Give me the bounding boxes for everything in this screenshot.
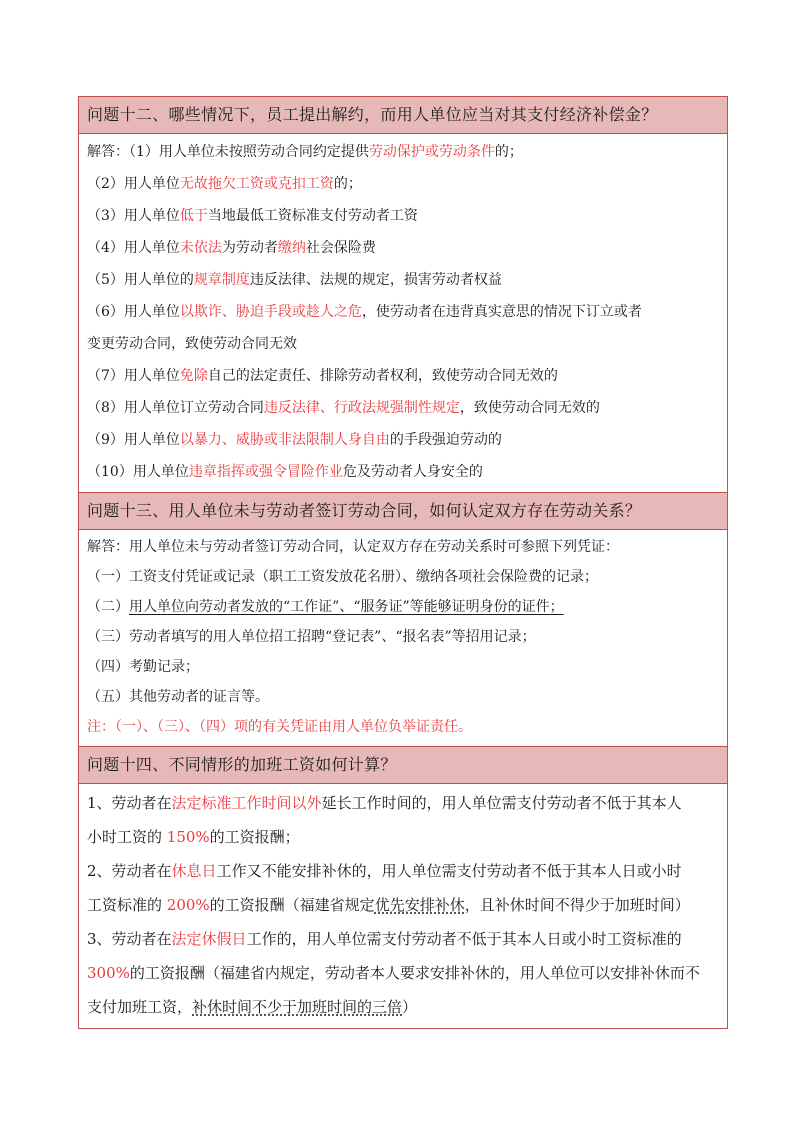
answer-12-line — [87, 264, 719, 296]
text-segment: 支付加班工资， — [87, 998, 193, 1016]
text-segment: 工作又不能安排补休的，用人单位需支付劳动者不低于其本人日或小时 — [216, 862, 682, 880]
text-segment: 延长工作时间的，用人单位需支付劳动者不低于其本人 — [321, 794, 682, 812]
text-segment: 的工资报酬； — [209, 828, 300, 846]
text-segment: 工作的，用人单位需支付劳动者不低于其本人日或小时工资标准的 — [246, 930, 682, 948]
highlighted-text: 无故拖欠工资或克扣工资 — [179, 176, 334, 192]
text-segment: 的工资报酬（福建省内规定，劳动者本人要求安排补休的，用人单位可以安排补休而不 — [129, 964, 700, 982]
text-segment: （2）用人单位 — [87, 176, 180, 192]
highlighted-text: 以暴力、威胁或非法限制人身自由 — [179, 432, 390, 448]
answer-13-line — [87, 532, 719, 562]
text-segment: （6）用人单位 — [87, 304, 180, 320]
highlighted-text: 劳动保护或劳动条件 — [368, 144, 495, 160]
question-14-title: 问题十四、不同情形的加班工资如何计算？ — [79, 747, 727, 784]
highlighted-text: 违章指挥或强令冒险作业 — [188, 464, 343, 480]
text-segment: （10）用人单位 — [87, 464, 189, 480]
text-segment: 2、劳动者在 — [87, 862, 172, 880]
highlighted-text: 200% — [166, 896, 210, 914]
answer-12-line — [87, 328, 719, 360]
answer-12-line — [87, 296, 719, 328]
text-segment: ，且补休时间不得少于加班时间） — [464, 896, 690, 914]
text-segment: （5）用人单位的 — [87, 272, 194, 288]
text-segment: 补休时间不少于加班时间的三倍 — [192, 998, 403, 1016]
answer-14-line — [87, 922, 719, 956]
answer-13-note — [87, 712, 719, 742]
answer-12-line — [87, 360, 719, 392]
answer-13-line — [87, 592, 719, 622]
highlighted-text: 违反法律、行政法规强制性规定 — [263, 400, 460, 416]
text-segment: ，使劳动者在违背真实意思的情况下订立或者 — [361, 304, 642, 320]
text-segment: 的； — [494, 144, 523, 160]
answer-13-line — [87, 652, 719, 682]
text-segment: （3）用人单位 — [87, 208, 180, 224]
answer-14-line — [87, 888, 719, 922]
text-segment: 的手段强迫劳动的 — [389, 432, 502, 448]
answer-13-line — [87, 622, 719, 652]
answer-12-line — [87, 200, 719, 232]
qa-table — [78, 96, 728, 1029]
text-segment: （8）用人单位订立劳动合同 — [87, 400, 264, 416]
text-segment: 的； — [333, 176, 362, 192]
answer-13 — [79, 530, 727, 747]
answer-14 — [79, 784, 727, 1028]
question-13-title: 问题十三、用人单位未与劳动者签订劳动合同，如何认定双方存在劳动关系？ — [79, 493, 727, 530]
answer-12-line — [87, 168, 719, 200]
text-segment: （4）用人单位 — [87, 240, 180, 256]
text-segment: 社会保险费 — [305, 240, 376, 256]
answer-13-line — [87, 682, 719, 712]
answer-13-line — [87, 562, 719, 592]
text-segment: ，致使劳动合同无效的 — [459, 400, 600, 416]
text-segment: 当地最低工资标准支付劳动者工资 — [207, 208, 418, 224]
highlighted-text: 注：（一）、（三）、（四）项的有关凭证由用人单位负举证责任。 — [87, 719, 472, 735]
highlighted-text: 规章制度 — [193, 272, 250, 288]
text-segment: 3、劳动者在 — [87, 930, 172, 948]
text-segment: 危及劳动者人身安全的 — [342, 464, 483, 480]
answer-14-line — [87, 820, 719, 854]
answer-14-line — [87, 786, 719, 820]
highlighted-text: 未依法 — [179, 240, 222, 256]
text-segment: （9）用人单位 — [87, 432, 180, 448]
text-segment: ） — [402, 998, 418, 1016]
highlighted-text: 法定标准工作时间以外 — [171, 794, 322, 812]
text-segment: 用人单位向劳动者发放的“工作证”、“服务证”等能够证明身份的证件； — [129, 599, 564, 615]
highlighted-text: 300% — [87, 964, 130, 982]
answer-12-line — [87, 392, 719, 424]
text-segment: （一）工资支付凭证或记录（职工工资发放花名册）、缴纳各项社会保险费的记录； — [87, 569, 598, 585]
text-segment: （四）考勤记录； — [87, 659, 199, 675]
highlighted-text: 休息日 — [171, 862, 217, 880]
answer-14-line — [87, 956, 719, 990]
text-segment: 自己的法定责任、排除劳动者权利，致使劳动合同无效的 — [207, 368, 558, 384]
highlighted-text: 150% — [166, 828, 210, 846]
text-segment: 工资标准的 — [87, 896, 167, 914]
text-segment: 变更劳动合同，致使劳动合同无效 — [87, 336, 297, 352]
text-segment: 解答：（1）用人单位未按照劳动合同约定提供 — [87, 144, 369, 160]
text-segment: （二） — [87, 599, 129, 615]
answer-14-line — [87, 990, 719, 1024]
answer-12-line — [87, 424, 719, 456]
text-segment: 优先安排补休 — [374, 896, 465, 914]
question-12-title: 问题十二、哪些情况下，员工提出解约，而用人单位应当对其支付经济补偿金？ — [79, 97, 727, 134]
highlighted-text: 法定休假日 — [171, 930, 247, 948]
text-segment: （五）其他劳动者的证言等。 — [87, 689, 269, 705]
highlighted-text: 缴纳 — [277, 240, 306, 256]
highlighted-text: 免除 — [179, 368, 208, 384]
answer-12 — [79, 134, 727, 493]
highlighted-text: 低于 — [179, 208, 208, 224]
text-segment: 1、劳动者在 — [87, 794, 172, 812]
text-segment: （7）用人单位 — [87, 368, 180, 384]
text-segment: 的工资报酬（福建省规定 — [209, 896, 375, 914]
text-segment: 为劳动者 — [221, 240, 278, 256]
answer-12-line — [87, 232, 719, 264]
text-segment: 小时工资的 — [87, 828, 167, 846]
highlighted-text: 以欺诈、胁迫手段或趁人之危 — [179, 304, 362, 320]
text-segment: 解答：用人单位未与劳动者签订劳动合同，认定双方存在劳动关系时可参照下列凭证： — [87, 539, 619, 555]
answer-12-line — [87, 136, 719, 168]
text-segment: （三）劳动者填写的用人单位招工招聘“登记表”、“报名表”等招用记录； — [87, 629, 536, 645]
answer-12-line — [87, 456, 719, 488]
answer-14-line — [87, 854, 719, 888]
text-segment: 违反法律、法规的规定，损害劳动者权益 — [249, 272, 502, 288]
